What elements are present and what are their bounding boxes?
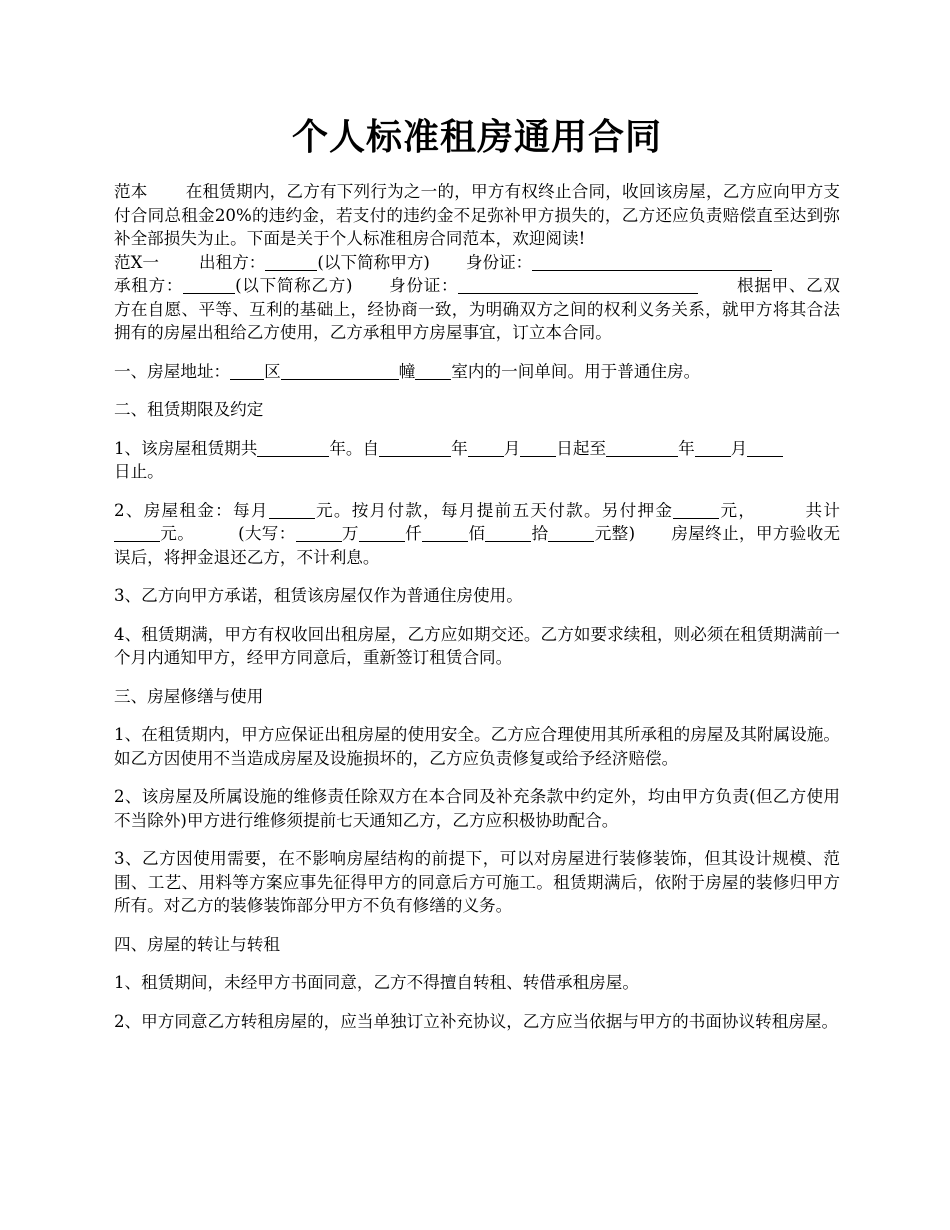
section-2-item-3: 3、乙方向甲方承诺，租赁该房屋仅作为普通住房使用。 <box>114 586 523 605</box>
term-text-7: 月 <box>730 438 748 458</box>
rent-text-4: 共计 <box>804 500 841 520</box>
address-paragraph <box>114 360 840 384</box>
rent-text-9: 佰 <box>468 524 486 543</box>
section-2-item-4: 4、租赁期满，甲方有权收回出租房屋，乙方应如期交还。乙方如要求续租，则必须在租赁期满前一个月内通知甲方，经甲方同意后，重新签订租赁合同。 <box>114 624 840 667</box>
qian-blank <box>359 524 405 542</box>
lessee-id-label: 身份证： <box>388 276 459 295</box>
lessee-note: (以下简称乙方) <box>235 276 353 295</box>
start-month-blank <box>468 439 504 457</box>
section-4-item-1: 1、租赁期间，未经甲方书面同意，乙方不得擅自转租、转借承租房屋。 <box>114 973 639 992</box>
rent-text-12: 房屋终止，甲方验收无误后，将押金退还乙方，不计利息。 <box>114 524 841 567</box>
building-blank <box>281 362 399 380</box>
section-4-item-2: 2、甲方同意乙方转租房屋的，应当单独订立补充协议，乙方应当依据与甲方的书面协议转租房屋。 <box>114 1011 839 1031</box>
deposit-blank <box>673 501 719 519</box>
room-blank <box>415 362 451 380</box>
total-blank <box>114 524 160 542</box>
document-page <box>114 112 840 1048</box>
lessee-id-blank <box>458 276 698 294</box>
address-label: 一、房屋地址： <box>114 361 231 381</box>
intro-text: 在租赁期内，乙方有下列行为之一的，甲方有权终止合同，收回该房屋，乙方应向甲方支付合同总租金20%的违约金，若支付的违约金不足弥补甲方损失的，乙方还应负责赔偿直至达到弥补全部损失为止。下面是关于个人标准租房合同范本，欢迎阅读! <box>114 182 840 248</box>
term-text-4: 月 <box>503 438 521 458</box>
lessor-blank <box>265 253 317 271</box>
lessor-label: 出租方： <box>199 252 266 272</box>
term-years-blank <box>257 439 329 457</box>
fanben-label: 范X一 <box>114 252 160 272</box>
end-year-blank <box>606 439 678 457</box>
rent-text-7: 万 <box>341 524 359 543</box>
monthly-rent-blank <box>269 501 315 519</box>
lessor-note: (以下简称甲方) <box>317 252 430 272</box>
wan-blank <box>296 524 342 542</box>
yuan-blank <box>548 524 594 542</box>
intro-label: 范本 <box>114 182 148 201</box>
term-text-3: 年 <box>451 438 468 458</box>
rent-text-6: (大写： <box>238 524 296 543</box>
end-day-blank <box>747 439 783 457</box>
rent-paragraph <box>114 499 840 570</box>
section-4-heading: 四、房屋的转让与转租 <box>114 934 280 954</box>
section-2-heading: 二、租赁期限及约定 <box>114 400 264 419</box>
document-title: 个人标准租房通用合同 <box>291 116 662 158</box>
lessor-id-label: 身份证： <box>465 252 533 272</box>
rent-text-2: 元。按月付款，每月提前五天付款。另付押金 <box>314 500 674 520</box>
section-3-heading: 三、房屋修缮与使用 <box>114 686 264 706</box>
district-blank <box>230 362 264 380</box>
address-room: 室内的一间单间。用于普通住房。 <box>451 361 701 381</box>
address-district: 区 <box>264 361 281 381</box>
term-text-2: 年。自 <box>329 438 380 458</box>
rent-text-10: 拾 <box>531 524 549 543</box>
rent-text-5: 元。 <box>160 524 195 543</box>
term-text-5: 日起至 <box>556 438 607 458</box>
end-month-blank <box>695 439 731 457</box>
lessee-label: 承租方： <box>114 276 184 295</box>
rent-text-11: 元整) <box>594 524 636 543</box>
start-day-blank <box>520 439 556 457</box>
address-building: 幢 <box>398 361 416 381</box>
section-3-item-3: 3、乙方因使用需要，在不影响房屋结构的前提下，可以对房屋进行装修装饰，但其设计规模、范围、工艺、用料等方案应事先征得甲方的同意后方可施工。租赁期满后，依附于房屋的装修归甲方所有。对乙方的装修装饰部分甲方不负有修缮的义务。 <box>114 849 840 915</box>
shi-blank <box>485 524 531 542</box>
lessee-blank <box>183 276 235 294</box>
rent-text-3: 元， <box>719 500 757 520</box>
term-text-8: 日止。 <box>114 462 164 481</box>
term-text-1: 1、该房屋租赁期共 <box>114 438 258 458</box>
term-paragraph <box>114 437 840 484</box>
section-3-item-1: 1、在租赁期内，甲方应保证出租房屋的使用安全。乙方应合理使用其所承租的房屋及其附属设施。如乙方因使用不当造成房屋及设施损坏的，乙方应负责修复或给予经济赔偿。 <box>114 725 840 768</box>
rent-text-8: 仟 <box>404 524 423 543</box>
intro-paragraph <box>114 180 840 345</box>
lessor-id-blank <box>532 253 772 271</box>
rent-text-1: 2、房屋租金：每月 <box>114 500 269 520</box>
agreement-text: 根据甲、乙双方在自愿、平等、互利的基础上，经协商一致，为明确双方之间的权利义务关系，就甲方将其合法拥有的房屋出租给乙方使用，乙方承租甲方房屋事宜，订立本合同。 <box>114 276 841 342</box>
section-3-item-2: 2、该房屋及所属设施的维修责任除双方在本合同及补充条款中约定外，均由甲方负责(但乙方使用不当除外)甲方进行维修须提前七天通知乙方，乙方应积极协助配合。 <box>114 787 840 830</box>
start-year-blank <box>379 439 451 457</box>
term-text-6: 年 <box>678 438 695 458</box>
bai-blank <box>422 524 468 542</box>
